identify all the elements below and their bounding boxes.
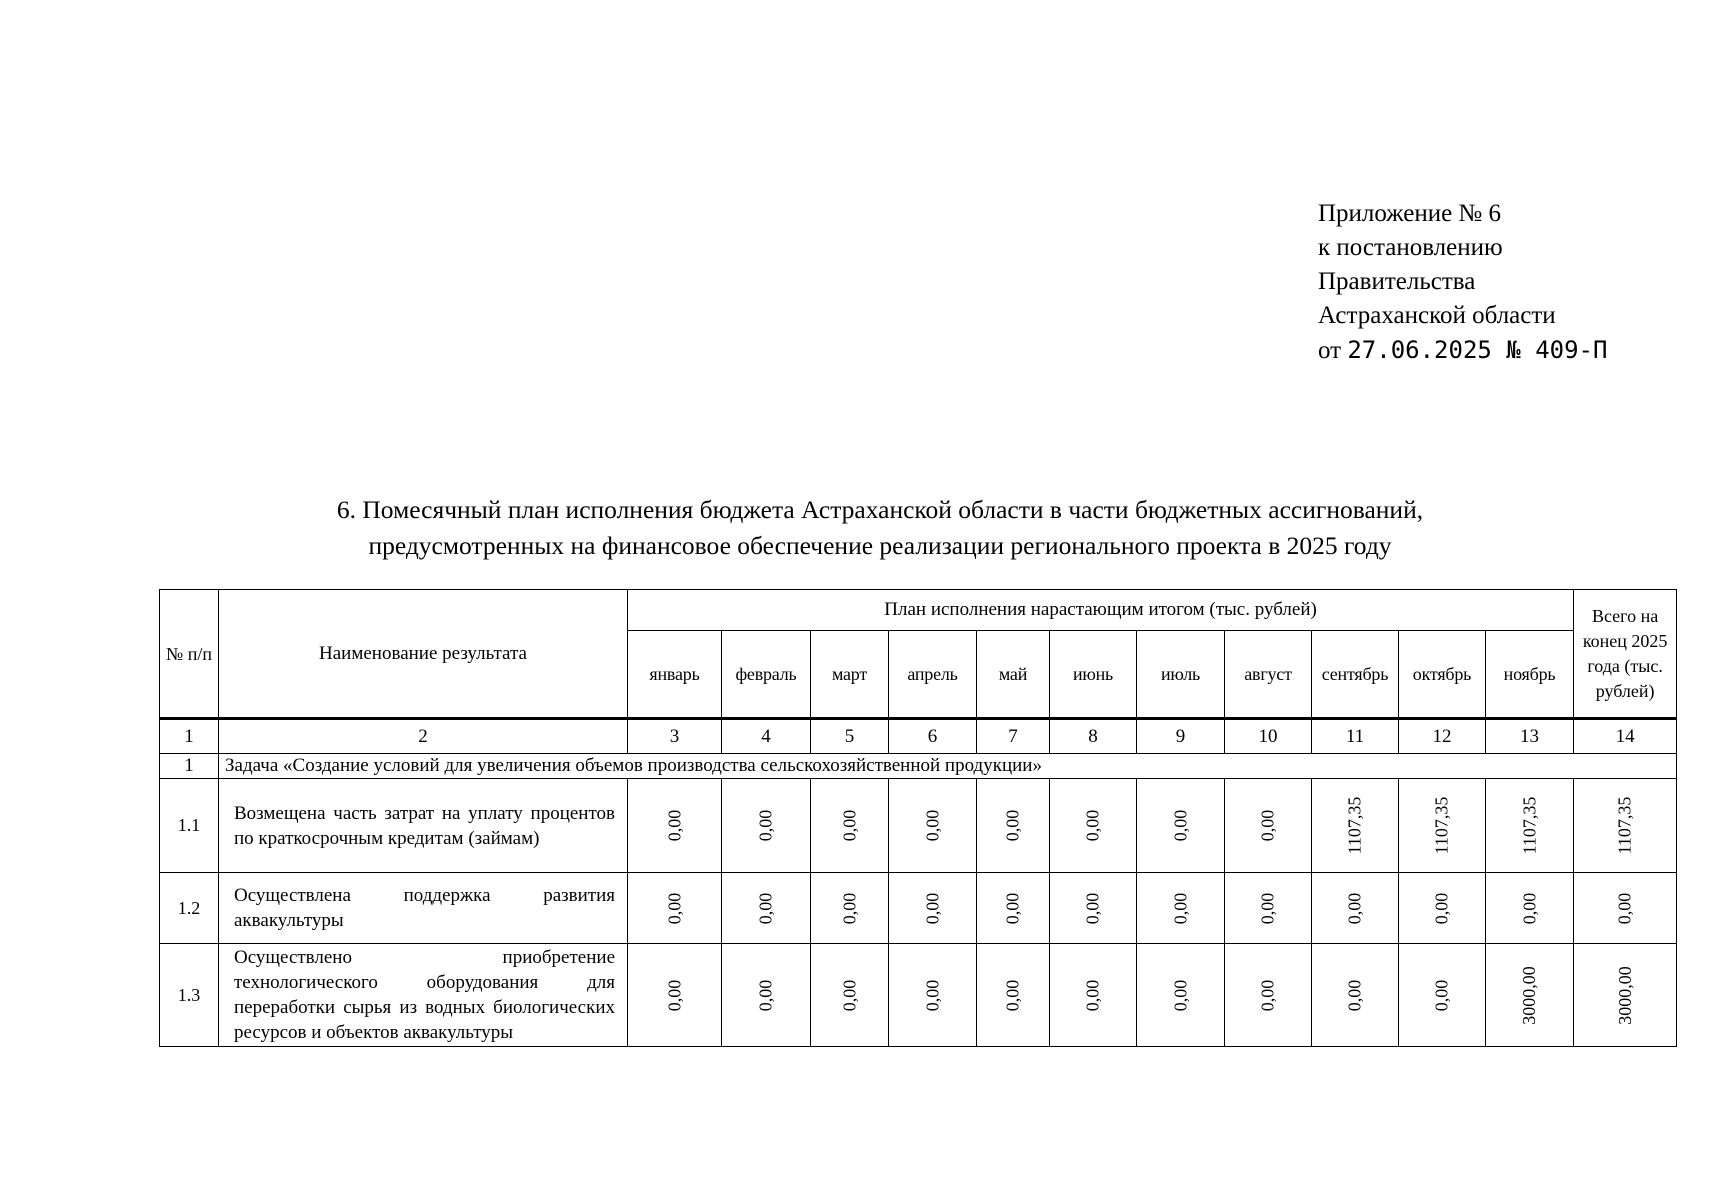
value-text: 0,00 [1002,892,1023,924]
header-month: октябрь [1399,631,1486,719]
appendix-line: Приложение № 6 [1318,200,1502,227]
value-cell [1574,944,1677,1047]
value-cell [1399,779,1486,873]
header-month: январь [628,631,722,719]
value-cell [1574,873,1677,944]
column-index: 12 [1399,719,1486,754]
value-text: 0,00 [1344,892,1365,924]
value-text: 1107,35 [1344,796,1365,855]
value-cell [977,873,1050,944]
value-cell [811,873,889,944]
value-cell [1137,944,1225,1047]
row-num: 1.2 [160,873,219,944]
value-cell [1050,873,1137,944]
value-cell [1312,873,1399,944]
header-month: ноябрь [1486,631,1574,719]
header-total: Всего на конец 2025 года (тыс. рублей) [1574,590,1677,719]
value-cell [811,944,889,1047]
value-cell [1050,944,1137,1047]
value-text: 0,00 [755,979,776,1011]
value-text: 0,00 [664,892,684,924]
value-text: 0,00 [1519,892,1540,924]
budget-plan-table [159,589,1677,1047]
table-row [160,873,1677,944]
column-index: 13 [1486,719,1574,754]
appendix-line: к постановлению [1318,234,1503,261]
value-text: 1107,35 [1519,796,1540,855]
value-cell [628,779,722,873]
value-text: 0,00 [1431,892,1452,924]
value-cell [1486,873,1574,944]
value-text: 0,00 [1170,892,1190,924]
column-index: 1 [160,719,219,754]
value-cell [628,944,722,1047]
value-cell [1137,873,1225,944]
value-cell [1225,779,1312,873]
header-month: май [977,631,1050,719]
value-text: 0,00 [1614,892,1635,924]
header-plan: План исполнения нарастающим итогом (тыс. рублей) [628,590,1574,631]
value-text: 0,00 [1257,892,1278,924]
header-month: июль [1137,631,1225,719]
value-cell [1050,779,1137,873]
value-cell [1486,779,1574,873]
header-month: сентябрь [1312,631,1399,719]
value-text: 0,00 [1344,979,1365,1011]
value-cell [889,873,977,944]
appendix-block [1318,197,1607,368]
column-index: 9 [1137,719,1225,754]
value-cell [1399,873,1486,944]
value-cell [889,779,977,873]
column-index: 3 [628,719,722,754]
header-month: февраль [722,631,811,719]
value-text: 0,00 [1082,979,1103,1011]
value-text: 0,00 [664,809,684,842]
value-text: 0,00 [664,979,684,1011]
column-index: 5 [811,719,889,754]
value-cell [1486,944,1574,1047]
column-index: 7 [977,719,1050,754]
date-number: 27.06.2025 № 409-П [1347,336,1608,364]
value-text: 0,00 [1257,979,1278,1011]
appendix-date-line [1318,333,1607,368]
column-index: 10 [1225,719,1312,754]
value-cell [1137,779,1225,873]
value-text: 0,00 [839,979,859,1011]
column-index: 2 [219,719,628,754]
column-index: 8 [1050,719,1137,754]
value-cell [628,873,722,944]
value-text: 0,00 [922,809,942,842]
column-index: 14 [1574,719,1677,754]
value-text: 0,00 [1257,809,1278,842]
value-cell [977,944,1050,1047]
header-month: апрель [889,631,977,719]
value-cell [977,779,1050,873]
task-num: 1 [160,754,219,779]
value-cell [1312,779,1399,873]
value-text: 0,00 [1002,809,1023,842]
value-text: 0,00 [755,892,776,924]
value-cell [889,944,977,1047]
value-cell [722,944,811,1047]
appendix-line: Правительства [1318,268,1476,295]
title-line: 6. Помесячный план исполнения бюджета Астраханской области в части бюджетных ассигнований, [336,495,1424,524]
header-month: июнь [1050,631,1137,719]
value-cell [1399,944,1486,1047]
column-index: 4 [722,719,811,754]
value-cell [1225,944,1312,1047]
value-cell [722,779,811,873]
value-text: 0,00 [1082,809,1103,842]
header-month: март [811,631,889,719]
value-text: 0,00 [839,892,859,924]
value-text: 0,00 [1431,979,1452,1011]
header-name: Наименование результата [219,590,628,719]
value-text: 0,00 [839,809,859,842]
column-index: 11 [1312,719,1399,754]
title-line: предусмотренных на финансовое обеспечение реализации регионального проекта в 2025 году [368,531,1392,560]
value-text: 0,00 [1002,979,1023,1011]
row-name: Осуществлено приобретение технологического оборудования для переработки сырья из водных биологических ресурсов и объектов аквакультуры [219,944,628,1047]
row-num: 1.1 [160,779,219,873]
row-name: Возмещена часть затрат на уплату процентов по краткосрочным кредитам (займам) [219,779,628,873]
header-month: август [1225,631,1312,719]
value-text: 0,00 [922,892,942,924]
value-cell [722,873,811,944]
table-row [160,779,1677,873]
value-text: 0,00 [922,979,942,1011]
task-row [160,754,1677,779]
task-text: Задача «Создание условий для увеличения объемов производства сельскохозяйственной продукции» [219,754,1677,779]
row-num: 1.3 [160,944,219,1047]
header-num: № п/п [160,590,219,719]
value-text: 3000,00 [1614,965,1635,1025]
column-index: 6 [889,719,977,754]
document-title [150,492,1610,564]
appendix-line: Астраханской области [1318,302,1556,329]
value-cell [1312,944,1399,1047]
value-text: 3000,00 [1519,965,1540,1025]
value-cell [811,779,889,873]
value-text: 0,00 [1170,979,1190,1011]
value-text: 0,00 [755,809,776,842]
value-text: 0,00 [1082,892,1103,924]
row-name: Осуществлена поддержка развития аквакультуры [219,873,628,944]
value-text: 0,00 [1170,809,1190,842]
value-text: 1107,35 [1614,796,1635,855]
value-cell [1574,779,1677,873]
table-row [160,944,1677,1047]
value-text: 1107,35 [1431,796,1452,855]
date-prefix: от [1318,337,1342,364]
value-cell [1225,873,1312,944]
